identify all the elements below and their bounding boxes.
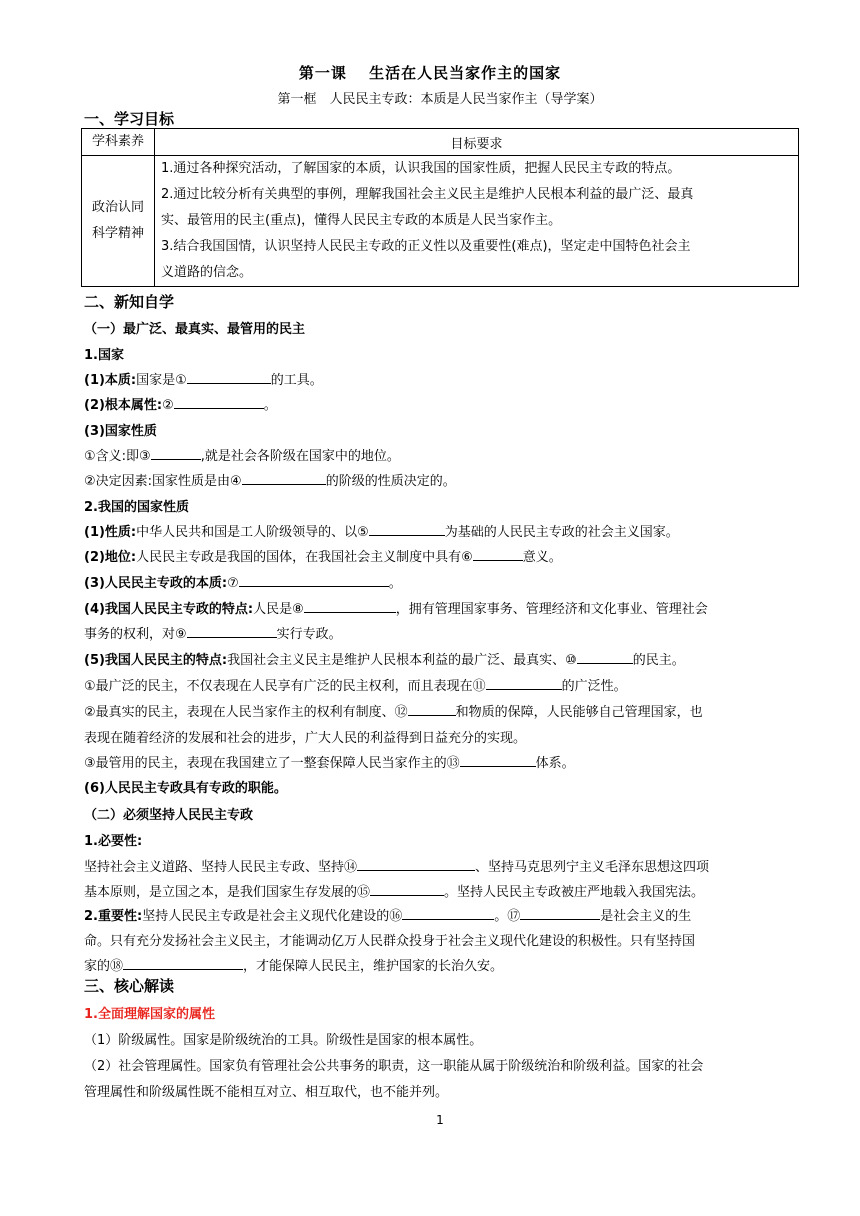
para-necessity xyxy=(84,830,800,849)
text-dictatorship-essence-end: 。 xyxy=(388,576,402,591)
line-essence xyxy=(84,369,800,388)
line-function xyxy=(84,777,800,796)
line-stability xyxy=(84,955,800,974)
line-social-attribute-cont: 管理属性和阶级属性既不能相互对立、相互取代，也不能并列。 xyxy=(84,1085,449,1100)
text-meaning: ①含义:即③ xyxy=(84,449,151,464)
subheading-attributes: 1.全面理解国家的属性 xyxy=(84,1007,215,1022)
col-header-goals: 目标要求 xyxy=(155,129,799,156)
line-dictatorship-features xyxy=(84,598,800,617)
text-attribute: ② xyxy=(162,398,174,413)
lesson-title: 第一课 生活在人民当家作主的国家 xyxy=(298,64,562,82)
goal-2b: 实、最管用的民主(重点)，懂得人民民主专政的本质是人民当家作主。 xyxy=(161,213,562,228)
text-status: 人民民主专政是我国的国体，在我国社会主义制度中具有⑥ xyxy=(136,550,473,565)
line-life: 命。只有充分发扬社会主义民主，才能调动亿万人民群众投身于社会主义现代化建设的积极性。只有坚持国 xyxy=(84,934,696,949)
para-country xyxy=(84,344,800,363)
text-essence: 国家是① xyxy=(136,373,187,388)
line-attribute xyxy=(84,394,800,413)
goals-cell xyxy=(155,156,799,287)
blank-12[interactable] xyxy=(408,702,456,716)
blank-18[interactable] xyxy=(123,956,243,970)
text-dictatorship-features: 人民是⑧ xyxy=(253,602,304,617)
goals-table-header xyxy=(82,129,799,156)
line-principles xyxy=(84,856,800,875)
label-democracy-features: (5)我国人民民主的特点: xyxy=(84,653,228,668)
blank-15[interactable] xyxy=(370,882,444,896)
blank-9[interactable] xyxy=(187,624,277,638)
section-heading-core: 三、核心解读 xyxy=(84,977,175,995)
text-most-real: ②最真实的民主，表现在人民当家作主的权利有制度、⑫ xyxy=(84,705,408,720)
goal-1: 1.通过各种探究活动，了解国家的本质，认识我国的国家性质，把握人民民主专政的特点。 xyxy=(161,161,681,176)
text-nature: 中华人民共和国是工人阶级领导的、以⑤ xyxy=(136,525,369,540)
text-democracy-features-end: 的民主。 xyxy=(632,653,685,668)
text-status-end: 意义。 xyxy=(522,550,562,565)
text-determinant-end: 的阶级的性质决定的。 xyxy=(325,474,456,489)
text-broadest: ①最广泛的民主，不仅表现在人民享有广泛的民主权利，而且表现在⑪ xyxy=(84,679,486,694)
literacy-scientific: 科学精神 xyxy=(91,226,144,241)
line-meaning xyxy=(84,445,800,464)
line-importance xyxy=(84,905,800,924)
text-determinant: ②决定因素:国家性质是由④ xyxy=(84,474,242,489)
text-stability-end: ，才能保障人民民主，维护国家的长治久安。 xyxy=(243,959,504,974)
blank-1[interactable] xyxy=(187,370,271,384)
text-most-effective-end: 体系。 xyxy=(535,756,575,771)
page-number: 1 xyxy=(436,1113,444,1127)
line-social-attribute: （2）社会管理属性。国家负有管理社会公共事务的职责，这一职能从属于阶级统治和阶级利益。国家的社会 xyxy=(84,1059,704,1074)
subheading-uphold: （二）必须坚持人民民主专政 xyxy=(84,808,254,823)
label-status: (2)地位: xyxy=(84,550,137,565)
blank-5[interactable] xyxy=(369,522,445,536)
line-broadest xyxy=(84,675,800,694)
blank-2[interactable] xyxy=(174,395,264,409)
blank-14[interactable] xyxy=(357,857,475,871)
blank-4[interactable] xyxy=(242,471,326,485)
text-most-real-end: 和物质的保障，人民能够自己管理国家，也 xyxy=(455,705,703,720)
blank-8[interactable] xyxy=(304,599,396,613)
text-dictatorship-essence: ⑦ xyxy=(227,576,239,591)
text-essence-end: 的工具。 xyxy=(270,373,323,388)
label-attribute: (2)根本属性: xyxy=(84,398,163,413)
blank-6[interactable] xyxy=(473,547,523,561)
section-heading-selfstudy: 二、新知自学 xyxy=(84,293,175,311)
text-foundation: 基本原则，是立国之本，是我们国家生存发展的⑮ xyxy=(84,885,371,900)
text-principles-end: 、坚持马克思列宁主义毛泽东思想这四项 xyxy=(475,860,710,875)
line-status xyxy=(84,546,800,565)
literacy-cell xyxy=(82,156,155,287)
text-importance-end: 是社会主义的生 xyxy=(600,909,692,924)
line-determinant xyxy=(84,470,800,489)
text-broadest-end: 的广泛性。 xyxy=(561,679,627,694)
line-foundation xyxy=(84,881,800,900)
goals-table-row xyxy=(82,156,799,287)
blank-10[interactable] xyxy=(577,650,633,664)
line-nature-heading xyxy=(84,420,800,439)
line-class-attribute: （1）阶级属性。国家是阶级统治的工具。阶级性是国家的根本属性。 xyxy=(84,1033,483,1048)
text-affairs: 事务的权利，对⑨ xyxy=(84,627,187,642)
line-democracy-features xyxy=(84,649,800,668)
line-dictatorship-features-cont xyxy=(84,623,800,642)
text-meaning-end: ,就是社会各阶级在国家中的地位。 xyxy=(200,449,400,464)
label-essence: (1)本质: xyxy=(84,373,137,388)
label-function: (6)人民民主专政具有专政的职能。 xyxy=(84,781,287,796)
text-democracy-features: 我国社会主义民主是维护人民根本利益的最广泛、最真实、⑩ xyxy=(227,653,577,668)
label-nature: (3)国家性质 xyxy=(84,424,157,439)
text-dictatorship-features-end: ，拥有管理国家事务、管理经济和文化事业、管理社会 xyxy=(395,602,708,617)
para-country-label: 1.国家 xyxy=(84,348,124,363)
label-importance: 2.重要性: xyxy=(84,909,143,924)
blank-13[interactable] xyxy=(460,753,536,767)
line-most-real xyxy=(84,701,800,720)
text-importance-mid: 。⑰ xyxy=(494,909,521,924)
goal-3a: 3.结合我国国情，认识坚持人民民主专政的正义性以及重要性(难点)，坚定走中国特色社会主 xyxy=(161,239,691,254)
label-necessity: 1.必要性: xyxy=(84,834,143,849)
literacy-political: 政治认同 xyxy=(91,200,144,215)
label-dictatorship-essence: (3)人民民主专政的本质: xyxy=(84,576,228,591)
para-our-state xyxy=(84,496,800,515)
line-dictatorship-essence xyxy=(84,572,800,591)
text-stability: 家的⑱ xyxy=(84,959,124,974)
para-our-state-label: 2.我国的国家性质 xyxy=(84,500,189,515)
label-dictatorship-features: (4)我国人民民主专政的特点: xyxy=(84,602,254,617)
blank-7[interactable] xyxy=(239,573,389,587)
text-affairs-end: 实行专政。 xyxy=(276,627,342,642)
col-header-literacy: 学科素养 xyxy=(82,129,155,156)
section-heading-goals: 一、学习目标 xyxy=(84,110,175,128)
text-foundation-end: 。坚持人民民主专政被庄严地载入我国宪法。 xyxy=(444,885,705,900)
goals-table xyxy=(81,128,799,287)
subheading-democracy: （一）最广泛、最真实、最管用的民主 xyxy=(84,322,306,337)
blank-11[interactable] xyxy=(486,676,562,690)
blank-3[interactable] xyxy=(151,446,201,460)
goal-2a: 2.通过比较分析有关典型的事例，理解我国社会主义民主是维护人民根本利益的最广泛、最真 xyxy=(161,187,694,202)
line-most-real-cont: 表现在随着经济的发展和社会的进步，广大人民的利益得到日益充分的实现。 xyxy=(84,731,527,746)
text-importance: 坚持人民民主专政是社会主义现代化建设的⑯ xyxy=(142,909,403,924)
line-most-effective xyxy=(84,752,800,771)
label-nature-2: (1)性质: xyxy=(84,525,137,540)
line-nature xyxy=(84,521,800,540)
text-attribute-end: 。 xyxy=(263,398,277,413)
lesson-subtitle: 第一框 人民民主专政：本质是人民当家作主（导学案） xyxy=(277,92,603,107)
text-most-effective: ③最管用的民主，表现在我国建立了一整套保障人民当家作主的⑬ xyxy=(84,756,460,771)
blank-16[interactable] xyxy=(402,906,494,920)
text-nature-end: 为基础的人民民主专政的社会主义国家。 xyxy=(444,525,679,540)
goal-3b: 义道路的信念。 xyxy=(161,265,253,280)
blank-17[interactable] xyxy=(520,906,600,920)
text-principles: 坚持社会主义道路、坚持人民民主专政、坚持⑭ xyxy=(84,860,358,875)
